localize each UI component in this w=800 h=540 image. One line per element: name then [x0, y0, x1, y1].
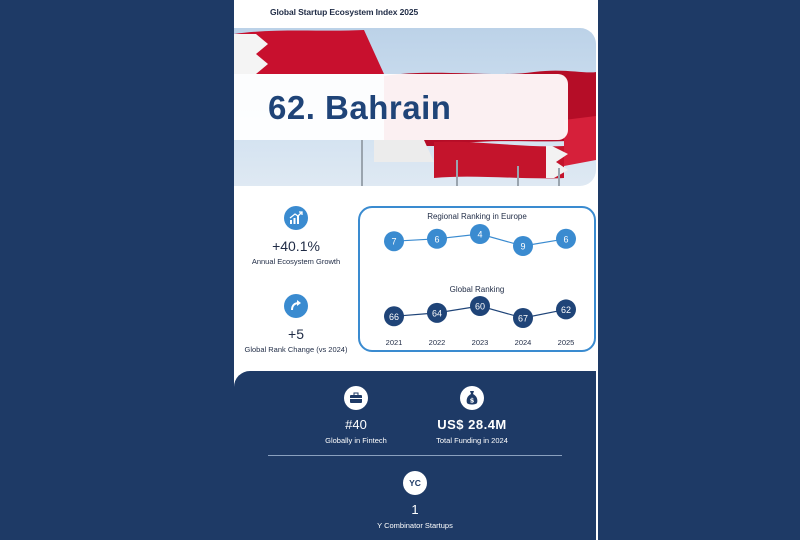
- yc-label: Y Combinator Startups: [377, 521, 453, 530]
- bottom-panel: [234, 371, 596, 540]
- growth-stat: [238, 206, 354, 266]
- yc-badge-icon: [403, 471, 427, 495]
- rank-change-label: Global Rank Change (vs 2024): [244, 345, 348, 354]
- regional-rank-label: 6: [563, 234, 569, 245]
- global-chart-title: Global Ranking: [449, 285, 505, 294]
- document-title: Global Startup Ecosystem Index 2025: [270, 7, 419, 17]
- regional-chart-title: Regional Ranking in Europe: [427, 212, 527, 221]
- fintech-label: Globally in Fintech: [325, 436, 387, 445]
- report-page: [234, 0, 598, 540]
- growth-label: Annual Ecosystem Growth: [251, 257, 341, 266]
- global-rank-label: 64: [431, 308, 443, 319]
- global-rank-label: 66: [388, 311, 400, 322]
- growth-chart-icon: [284, 206, 308, 230]
- regional-rank-label: 7: [391, 236, 397, 247]
- year-label: 2024: [514, 338, 532, 347]
- yc-value: 1: [411, 502, 419, 517]
- money-bag-icon: [460, 386, 484, 410]
- growth-value: +40.1%: [272, 238, 320, 254]
- fintech-stat: [304, 386, 408, 445]
- briefcase-icon: [344, 386, 368, 410]
- regional-rank-label: 6: [434, 234, 440, 245]
- global-rank-label: 62: [560, 304, 572, 315]
- svg-text:$: $: [469, 396, 475, 405]
- divider: [268, 455, 562, 456]
- year-label: 2023: [471, 338, 489, 347]
- rotate-arrow-icon: [284, 294, 308, 318]
- funding-value: US$ 28.4M: [437, 417, 507, 432]
- country-title: 62. Bahrain: [268, 89, 452, 126]
- global-rank-label: 67: [517, 313, 529, 324]
- rank-change-stat: [238, 294, 354, 354]
- hero-banner: [234, 28, 596, 186]
- yc-stat: [363, 471, 467, 530]
- year-label: 2025: [557, 338, 575, 347]
- regional-rank-label: 4: [477, 229, 483, 240]
- year-label: 2021: [385, 338, 403, 347]
- fintech-rank-value: #40: [345, 417, 367, 432]
- funding-label: Total Funding in 2024: [436, 436, 508, 445]
- rank-change-value: +5: [288, 326, 304, 342]
- funding-stat: [420, 386, 524, 445]
- year-label: 2022: [428, 338, 446, 347]
- regional-rank-label: 9: [520, 241, 526, 252]
- ranking-panel: [358, 206, 596, 352]
- yc-badge-text: YC: [409, 478, 421, 488]
- global-rank-label: 60: [474, 301, 486, 312]
- title-box: [234, 74, 568, 140]
- ranking-charts: [360, 208, 594, 350]
